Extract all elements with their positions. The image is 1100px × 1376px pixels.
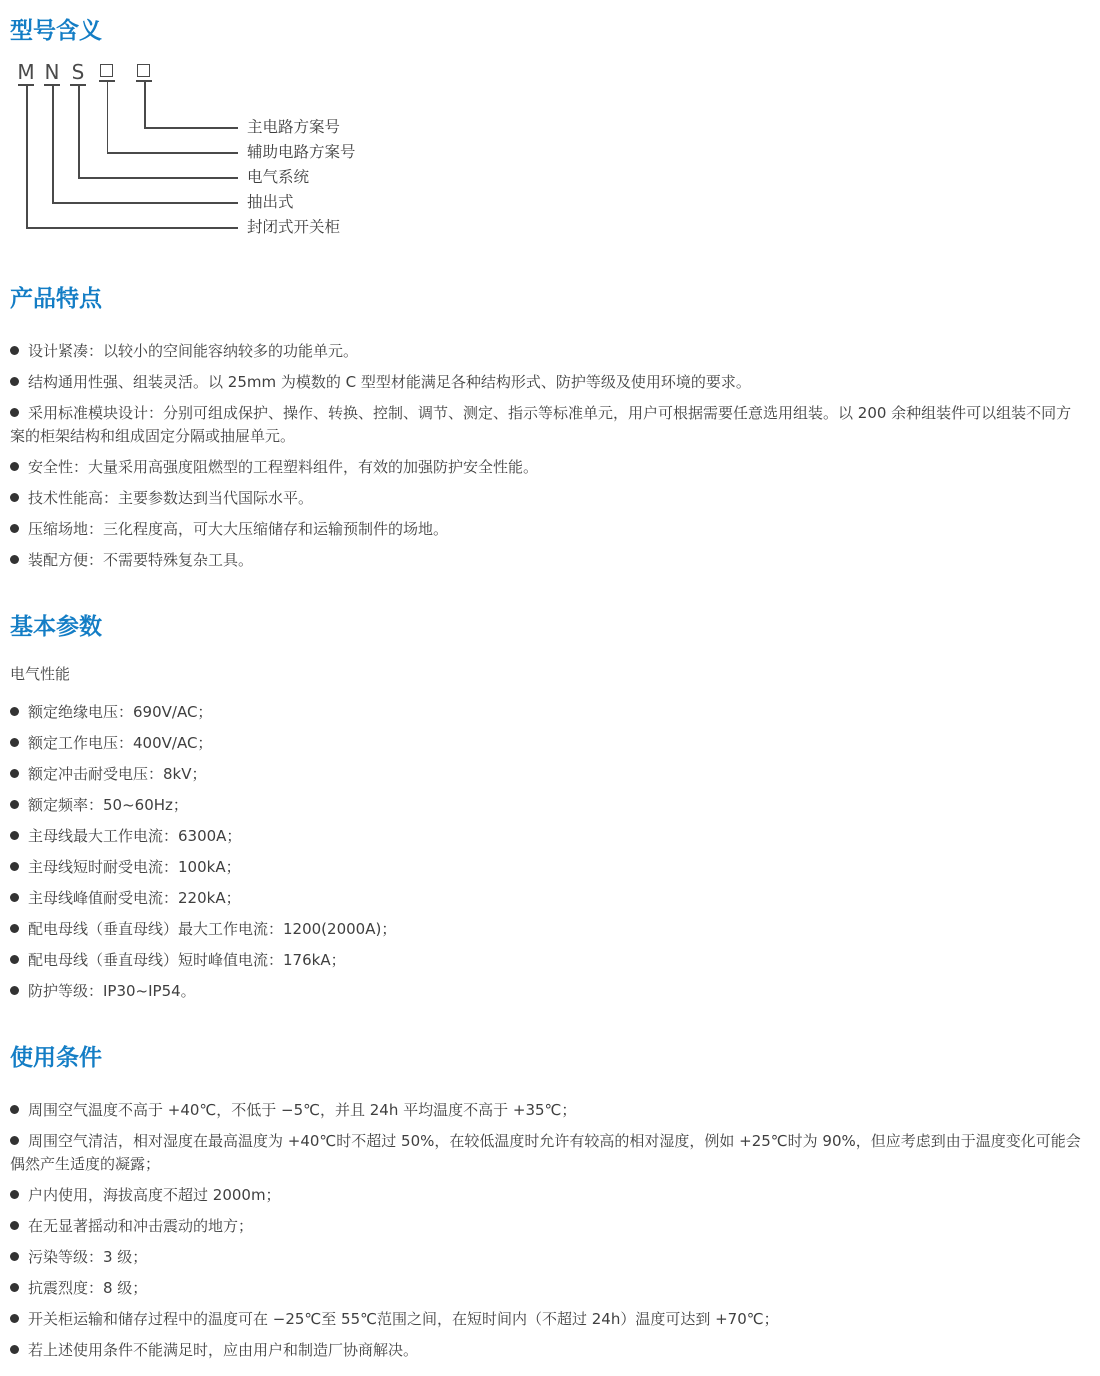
list-item: [10, 371, 1086, 394]
bullet-icon: [10, 1283, 19, 1292]
section-conditions: [10, 1045, 1086, 1362]
list-item-text: 户内使用，海拔高度不超过 2000m；: [28, 1186, 281, 1204]
bullet-icon: [10, 862, 19, 871]
bullet-icon: [10, 1105, 19, 1114]
list-item: [10, 487, 1086, 510]
list-item: [10, 980, 1086, 1003]
list-item: [10, 549, 1086, 572]
diagram-label-electric-system: 电气系统: [247, 168, 310, 186]
diagram-label-enclosed-switchgear: 封闭式开关柜: [247, 218, 341, 236]
list-item-text: 周围空气温度不高于 +40℃，不低于 −5℃，并且 24h 平均温度不高于 +35℃；: [28, 1101, 577, 1119]
list-item-text: 主母线峰值耐受电流：220kA；: [28, 889, 241, 907]
bullet-icon: [10, 524, 19, 533]
features-list: [10, 340, 1086, 572]
list-item: [10, 1339, 1086, 1362]
diagram-leader-line: [107, 80, 109, 153]
list-item-text: 主母线最大工作电流：6300A；: [28, 827, 242, 845]
list-item: [10, 1215, 1086, 1238]
section-features: [10, 286, 1086, 572]
diagram-label-drawout-type: 抽出式: [247, 193, 294, 211]
bullet-icon: [10, 377, 19, 386]
list-item-text: 技术性能高：主要参数达到当代国际水平。: [28, 489, 314, 507]
model-char-s: S: [71, 60, 85, 84]
list-item: [10, 1099, 1086, 1122]
list-item-text: 周围空气清洁，相对湿度在最高温度为 +40℃时不超过 50%，在较低温度时允许有较高的相对湿度，例如 +25℃时为 90%，但应考虑到由于温度变化可能会偶然产生适度的凝露；: [10, 1132, 1081, 1173]
diagram-leader-line: [26, 227, 238, 229]
list-item-text: 采用标准模块设计：分别可组成保护、操作、转换、控制、调节、测定、指示等标准单元，用户可根据需要任意选用组装。以 200 余种组装件可以组装不同方案的柜架结构和组成固定分隔或抽屉单元。: [10, 404, 1072, 445]
list-item-text: 配电母线（垂直母线）最大工作电流：1200(2000A)；: [28, 920, 397, 938]
bullet-icon: [10, 707, 19, 716]
bullet-icon: [10, 831, 19, 840]
bullet-icon: [10, 1252, 19, 1261]
diagram-leader-line: [78, 84, 80, 178]
list-item: [10, 1130, 1086, 1176]
list-item-text: 抗震烈度：8 级；: [28, 1279, 148, 1297]
section-parameters: [10, 614, 1086, 1003]
parameters-subtitle: 电气性能: [10, 665, 71, 683]
section-title-model-meaning: 型号含义: [10, 18, 102, 44]
list-item-text: 安全性：大量采用高强度阻燃型的工程塑料组件，有效的加强防护安全性能。: [28, 458, 539, 476]
diagram-leader-line: [52, 202, 238, 204]
list-item: [10, 340, 1086, 363]
list-item: [10, 701, 1086, 724]
list-item-text: 额定工作电压：400V/AC；: [28, 734, 213, 752]
list-item-text: 主母线短时耐受电流：100kA；: [28, 858, 241, 876]
bullet-icon: [10, 800, 19, 809]
bullet-icon: [10, 893, 19, 902]
section-title-conditions: 使用条件: [10, 1045, 102, 1071]
bullet-icon: [10, 408, 19, 417]
list-item: [10, 456, 1086, 479]
model-digit-box-main: [137, 64, 150, 77]
diagram-leader-line: [107, 152, 238, 154]
list-item-text: 污染等级：3 级；: [28, 1248, 148, 1266]
diagram-leader-line: [52, 84, 54, 203]
list-item: [10, 887, 1086, 910]
model-char-n: N: [44, 60, 60, 84]
list-item: [10, 825, 1086, 848]
diagram-leader-line: [26, 84, 28, 228]
list-item-text: 压缩场地：三化程度高，可大大压缩储存和运输预制件的场地。: [28, 520, 449, 538]
section-title-features: 产品特点: [10, 286, 102, 312]
list-item-text: 配电母线（垂直母线）短时峰值电流：176kA；: [28, 951, 346, 969]
diagram-leader-line: [144, 127, 238, 129]
bullet-icon: [10, 346, 19, 355]
list-item: [10, 518, 1086, 541]
conditions-list: [10, 1099, 1086, 1362]
list-item-text: 在无显著摇动和冲击震动的地方；: [28, 1217, 254, 1235]
list-item: [10, 732, 1086, 755]
section-title-parameters: 基本参数: [10, 614, 102, 640]
list-item-text: 防护等级：IP30~IP54。: [28, 982, 196, 1000]
bullet-icon: [10, 924, 19, 933]
list-item-text: 若上述使用条件不能满足时，应由用户和制造厂协商解决。: [28, 1341, 419, 1359]
bullet-icon: [10, 555, 19, 564]
list-item-text: 额定冲击耐受电压：8kV；: [28, 765, 207, 783]
list-item-text: 结构通用性强、组装灵活。以 25mm 为模数的 C 型型材能满足各种结构形式、防护等级及使用环境的要求。: [28, 373, 751, 391]
model-code-diagram: [10, 60, 1086, 272]
list-item: [10, 918, 1086, 941]
list-item: [10, 763, 1086, 786]
bullet-icon: [10, 1314, 19, 1323]
model-digit-box-aux: [100, 64, 113, 77]
list-item: [10, 949, 1086, 972]
list-item: [10, 1246, 1086, 1269]
model-char-m: M: [17, 60, 35, 84]
list-item-text: 额定频率：50~60Hz；: [28, 796, 188, 814]
diagram-leader-line: [78, 177, 238, 179]
bullet-icon: [10, 955, 19, 964]
bullet-icon: [10, 986, 19, 995]
bullet-icon: [10, 1136, 19, 1145]
bullet-icon: [10, 462, 19, 471]
list-item: [10, 1184, 1086, 1207]
bullet-icon: [10, 738, 19, 747]
bullet-icon: [10, 1190, 19, 1199]
diagram-label-main-circuit: 主电路方案号: [247, 118, 341, 136]
parameters-list: [10, 701, 1086, 1003]
list-item: [10, 794, 1086, 817]
bullet-icon: [10, 769, 19, 778]
list-item: [10, 856, 1086, 879]
section-model-meaning: [10, 18, 1086, 272]
diagram-label-aux-circuit: 辅助电路方案号: [247, 143, 356, 161]
list-item-text: 开关柜运输和储存过程中的温度可在 −25℃至 55℃范围之间，在短时间内（不超过 24h）温度可达到 +70℃；: [28, 1310, 779, 1328]
list-item-text: 设计紧凑：以较小的空间能容纳较多的功能单元。: [28, 342, 359, 360]
list-item: [10, 1308, 1086, 1331]
list-item: [10, 1277, 1086, 1300]
list-item: [10, 402, 1086, 448]
diagram-leader-line: [144, 80, 146, 128]
bullet-icon: [10, 493, 19, 502]
bullet-icon: [10, 1345, 19, 1354]
bullet-icon: [10, 1221, 19, 1230]
list-item-text: 装配方便：不需要特殊复杂工具。: [28, 551, 254, 569]
list-item-text: 额定绝缘电压：690V/AC；: [28, 703, 213, 721]
